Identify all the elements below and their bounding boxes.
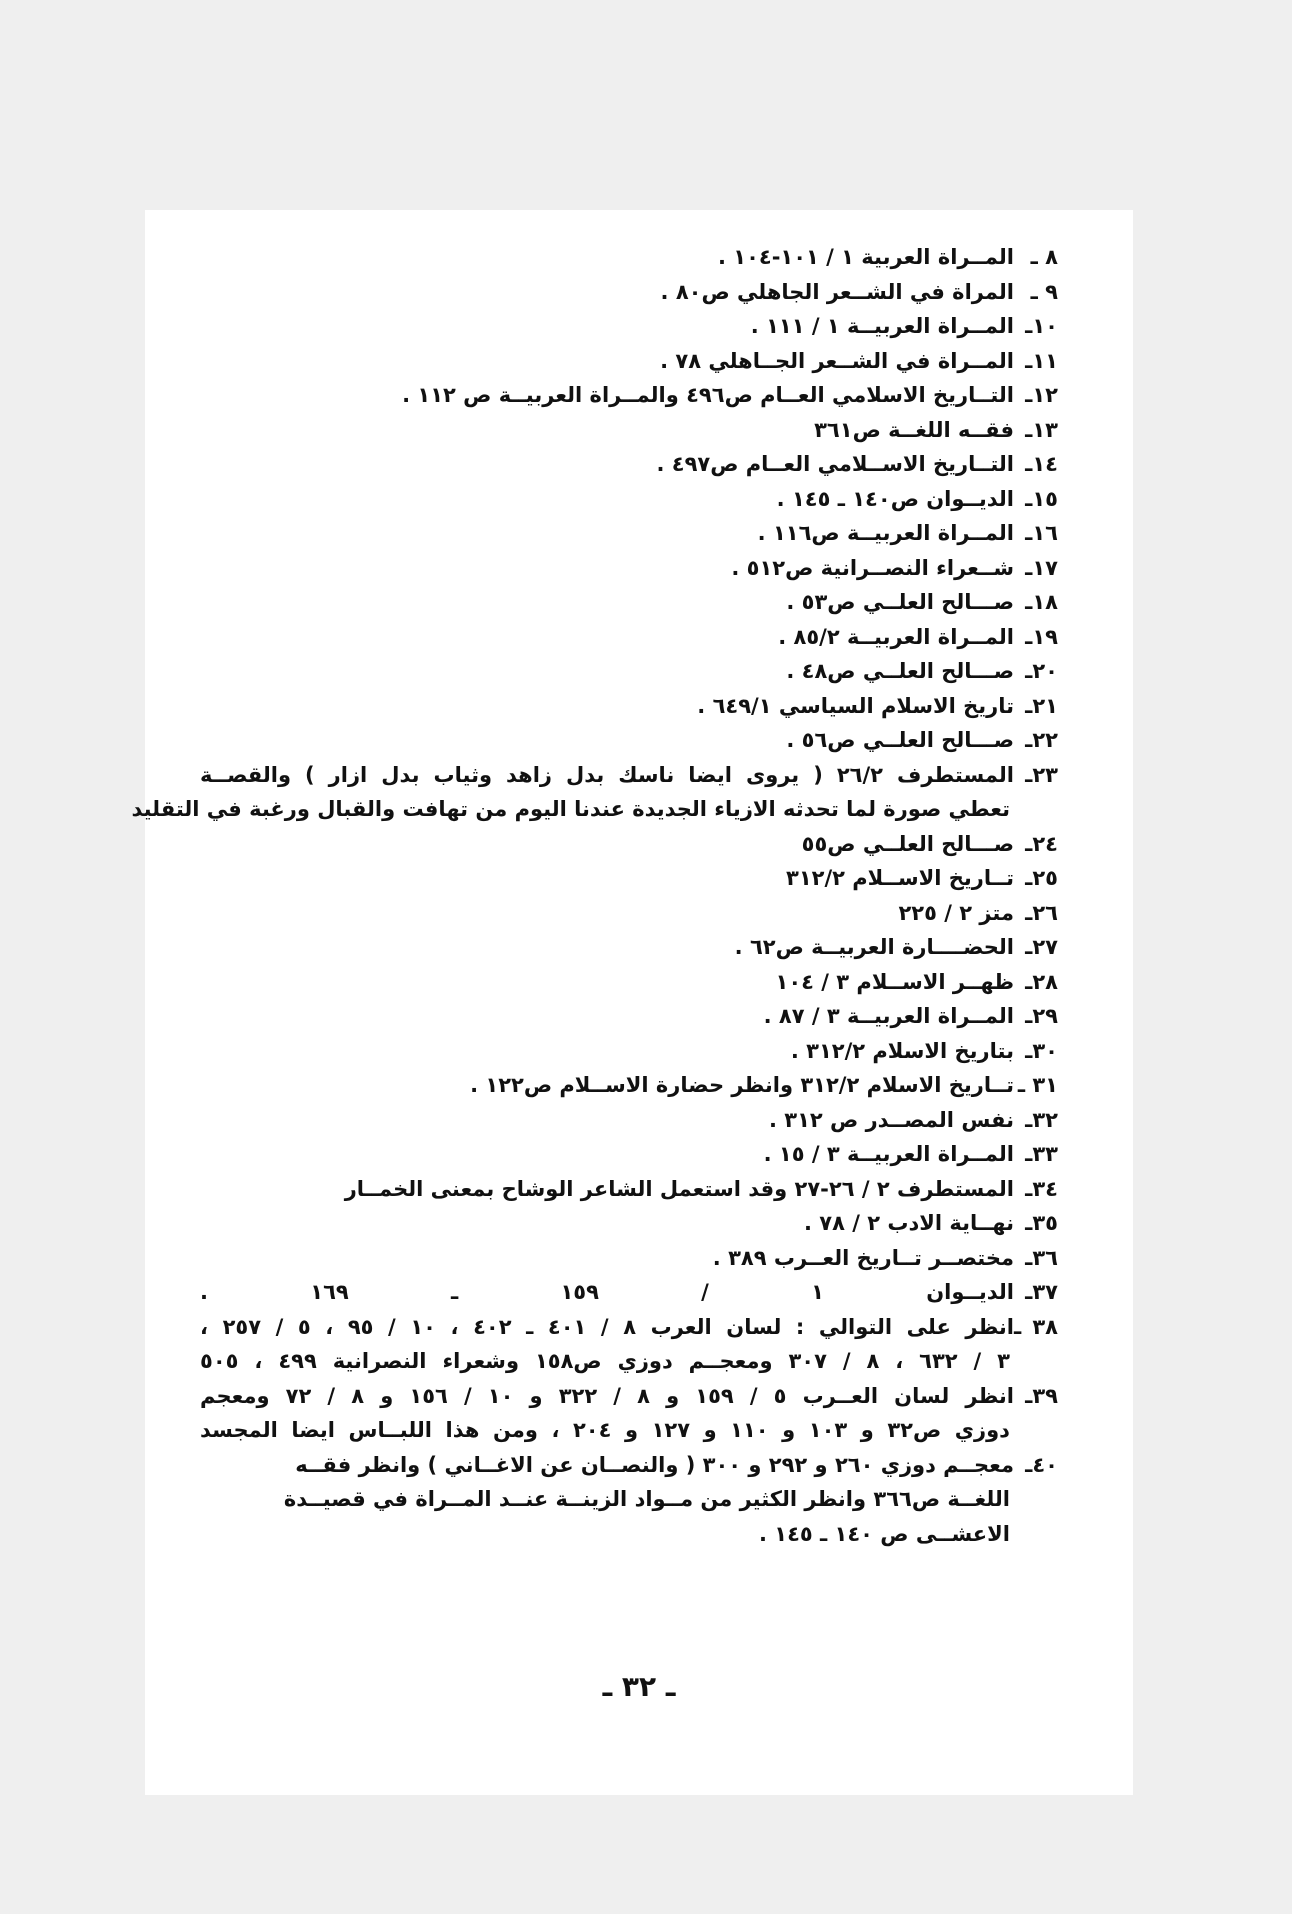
footnote-number: ٢٦ـ (1025, 900, 1058, 925)
footnote-line (200, 689, 1058, 724)
footnote-number: ٢٢ـ (1025, 728, 1058, 752)
footnote-item (200, 1448, 1058, 1552)
footnote-item (131, 758, 1058, 827)
page-number: ـ ٣٢ ـ (602, 1670, 676, 1703)
footnote-number: ١٧ـ (1025, 555, 1058, 580)
footnote-text: بتاريخ الاسلام ٣١٢/٢ . (790, 1038, 1014, 1063)
footnote-continuation-line (200, 1413, 1058, 1448)
footnote-text: المــراة العربية ١ / ١٠١-١٠٤ . (717, 245, 1014, 269)
footnote-line (200, 999, 1058, 1034)
footnote-item (200, 1172, 1058, 1207)
footnote-line (200, 965, 1058, 1000)
footnote-text: المستطرف ٢ / ٢٦-٢٧ وقد استعمل الشاعر الوشاح بمعنى الخمــار (344, 1176, 1014, 1201)
footnote-text: ظهــر الاســلام ٣ / ١٠٤ (775, 969, 1014, 994)
footnote-text: المستطرف ٢٦/٢ ( يروى ايضا ناسك بدل زاهد وثياب بدل ازار ) والقصــة (200, 762, 1014, 787)
footnote-number: ١٢ـ (1025, 383, 1058, 407)
footnote-text: المــراة العربيــة ٨٥/٢ . (778, 624, 1014, 649)
footnote-item (200, 896, 1058, 931)
footnote-line (200, 930, 1058, 965)
footnote-text: انظر لسان العــرب ٥ / ١٥٩ و ٨ / ٣٢٢ و ١٠ / ١٥٦ و ٨ / ٧٢ ومعجم (200, 1383, 1014, 1408)
footnote-line (200, 1172, 1058, 1207)
footnote-item (200, 1379, 1058, 1448)
footnote-line (200, 723, 1058, 758)
footnote-line (200, 1137, 1058, 1172)
footnote-number: ٨ ـ (1030, 245, 1058, 269)
footnote-text: الديــوان ١ / ١٥٩ ـ ١٦٩ . (200, 1280, 1014, 1304)
footnote-text: صـــالح العلــي ص٥٦ . (786, 728, 1014, 752)
footnote-continuation-line (200, 1517, 1058, 1552)
footnote-number: ١٣ـ (1025, 417, 1058, 442)
footnote-number: ١٨ـ (1025, 590, 1058, 614)
footnote-item (200, 378, 1058, 413)
footnote-item (200, 1137, 1058, 1172)
footnote-continuation-line (200, 1344, 1058, 1379)
footnote-item (200, 240, 1058, 275)
footnote-number: ١٦ـ (1025, 521, 1058, 545)
footnote-item (200, 344, 1058, 379)
footnote-item (200, 827, 1058, 862)
footnote-text: متز ٢ / ٢٢٥ (898, 900, 1014, 925)
footnote-item (200, 689, 1058, 724)
footnote-number: ٢٨ـ (1025, 969, 1058, 994)
footnote-item (200, 413, 1058, 448)
footnote-line (200, 240, 1058, 275)
footnote-line (200, 378, 1058, 413)
footnote-text: صـــالح العلــي ص٥٣ . (786, 590, 1014, 614)
footnote-text: المــراة العربيــة ص١١٦ . (757, 521, 1014, 545)
footnote-line (200, 516, 1058, 551)
footnote-text: المــراة العربيــة ٣ / ١٥ . (763, 1142, 1014, 1166)
footnote-text: التــاريخ الاســلامي العــام ص٤٩٧ . (656, 452, 1014, 476)
footnote-text: التــاريخ الاسلامي العــام ص٤٩٦ والمــراة العربيــة ص ١١٢ . (402, 383, 1014, 407)
footnote-line (200, 827, 1058, 862)
footnote-text: معجــم دوزي ٢٦٠ و ٢٩٢ و ٣٠٠ ( والنصــان عن الاغــاني ) وانظر فقــه (295, 1452, 1014, 1477)
footnote-number: ٢١ـ (1025, 693, 1058, 718)
footnote-text: المــراة في الشــعر الجــاهلي ٧٨ . (660, 348, 1014, 373)
footnote-item (200, 1241, 1058, 1276)
footnote-text: تــاريخ الاسلام ٣١٢/٢ وانظر حضارة الاســلام ص١٢٢ . (470, 1073, 1014, 1097)
footnote-number: ٢٠ـ (1025, 659, 1058, 683)
footnote-line (200, 620, 1058, 655)
footnote-line (200, 447, 1058, 482)
footnote-number: ٣٦ـ (1025, 1245, 1058, 1270)
footnote-item (200, 309, 1058, 344)
footnote-line (200, 551, 1058, 586)
footnote-item (200, 723, 1058, 758)
footnote-item (200, 1275, 1058, 1310)
footnote-item (200, 861, 1058, 896)
footnote-text: اللغــة ص٣٦٦ وانظر الكثير من مــواد الزينــة عنــد المــراة في قصيــدة (283, 1487, 1010, 1511)
footnote-number: ١١ـ (1025, 348, 1058, 373)
footnote-line (200, 482, 1058, 517)
footnote-number: ١٩ـ (1025, 624, 1058, 649)
footnote-item (200, 447, 1058, 482)
footnote-text: المــراة العربيــة ٣ / ٨٧ . (763, 1004, 1014, 1028)
footnote-number: ٣٠ـ (1025, 1038, 1058, 1063)
footnote-line (200, 1241, 1058, 1276)
footnote-number: ٢٤ـ (1025, 831, 1058, 856)
footnote-number: ٤٠ـ (1025, 1452, 1058, 1477)
footnote-item (200, 482, 1058, 517)
footnote-text: مختصــر تــاريخ العــرب ٣٨٩ . (712, 1245, 1014, 1270)
footnote-line (200, 1103, 1058, 1138)
footnote-text: صـــالح العلــي ص٥٥ (801, 831, 1014, 856)
footnote-text: دوزي ص٣٢ و ١٠٣ و ١١٠ و ١٢٧ و ٢٠٤ ، ومن هذا اللبــاس ايضا المجسد (200, 1418, 1010, 1442)
footnote-line (200, 413, 1058, 448)
footnote-line (200, 344, 1058, 379)
footnote-item (200, 965, 1058, 1000)
footnote-number: ٣٥ـ (1025, 1211, 1058, 1235)
footnote-number: ٩ ـ (1030, 279, 1058, 304)
footnote-item (200, 275, 1058, 310)
footnote-line (200, 896, 1058, 931)
footnote-item (200, 654, 1058, 689)
footnote-text: نهــاية الادب ٢ / ٧٨ . (803, 1211, 1014, 1235)
footnote-number: ١٠ـ (1025, 314, 1058, 338)
footnote-line (200, 1310, 1058, 1345)
footnote-item (200, 620, 1058, 655)
footnote-text: انظر على التوالي : لسان العرب ٨ / ٤٠١ ـ ٤٠٢ ، ١٠ / ٩٥ ، ٥ / ٢٥٧ ، (200, 1314, 1014, 1339)
footnote-text: ٣ / ٦٣٢ ، ٨ / ٣٠٧ ومعجــم دوزي ص١٥٨ وشعراء النصرانية ٤٩٩ ، ٥٠٥ (200, 1349, 1010, 1373)
footnote-line (200, 758, 1058, 793)
footnote-text: المــراة العربيــة ١ / ١١١ . (750, 314, 1014, 338)
footnote-text: صـــالح العلــي ص٤٨ . (786, 659, 1014, 683)
footnote-number: ٢٧ـ (1025, 935, 1058, 959)
footnote-line (200, 585, 1058, 620)
footnote-number: ٢٥ـ (1025, 866, 1058, 890)
footnote-text: الحضــــارة العربيــة ص٦٢ . (734, 935, 1014, 959)
footnote-item (200, 999, 1058, 1034)
footnotes-list (131, 240, 1058, 1551)
footnote-number: ٣٧ـ (1025, 1280, 1058, 1304)
footnote-number: ٢٩ـ (1025, 1004, 1058, 1028)
footnote-item (200, 930, 1058, 965)
footnote-text: نفس المصــدر ص ٣١٢ . (768, 1107, 1014, 1132)
footnote-number: ٣٩ـ (1025, 1383, 1058, 1408)
footnote-text: تــاريخ الاســلام ٣١٢/٢ (786, 866, 1014, 890)
footnote-line (200, 1448, 1058, 1483)
footnote-text: شــعراء النصــرانية ص٥١٢ . (731, 555, 1014, 580)
footnote-number: ٢٣ـ (1025, 762, 1058, 787)
footnote-number: ٣١ ـ (1017, 1073, 1058, 1097)
footnote-text: الاعشــى ص ١٤٠ ـ ١٤٥ . (758, 1521, 1010, 1546)
footnote-number: ١٤ـ (1025, 452, 1058, 476)
footnote-text: فقــه اللغــة ص٣٦١ (814, 417, 1014, 442)
footnote-line (200, 654, 1058, 689)
footnote-line (200, 861, 1058, 896)
footnote-line (200, 1206, 1058, 1241)
footnote-number: ٣٢ـ (1025, 1107, 1058, 1132)
footnote-number: ١٥ـ (1025, 486, 1058, 511)
footnote-line (200, 309, 1058, 344)
footnote-text: تعطي صورة لما تحدثه الازياء الجديدة عندنا اليوم من تهافت والقبال ورغبة في التقليد (131, 797, 1010, 821)
footnote-line (200, 1068, 1058, 1103)
footnote-item (200, 1103, 1058, 1138)
footnote-item (200, 1206, 1058, 1241)
footnote-text: تاريخ الاسلام السياسي ٦٤٩/١ . (697, 693, 1014, 718)
footnote-line (200, 1379, 1058, 1414)
footnote-item (200, 516, 1058, 551)
footnote-item (200, 1034, 1058, 1069)
footnote-line (200, 275, 1058, 310)
footnote-continuation-line (131, 792, 1058, 827)
footnote-text: الديــوان ص١٤٠ ـ ١٤٥ . (776, 486, 1014, 511)
document-page (131, 210, 1133, 1795)
footnote-item (200, 585, 1058, 620)
footnote-item (200, 1068, 1058, 1103)
footnote-line (200, 1034, 1058, 1069)
footnote-item (200, 1310, 1058, 1379)
footnote-item (200, 551, 1058, 586)
footnote-number: ٣٣ـ (1025, 1142, 1058, 1166)
footnote-continuation-line (200, 1482, 1058, 1517)
footnote-number: ٣٤ـ (1025, 1176, 1058, 1201)
footnote-line (200, 1275, 1058, 1310)
footnote-number: ٣٨ ـ (1013, 1314, 1058, 1339)
footnote-text: المراة في الشــعر الجاهلي ص٨٠ . (660, 279, 1014, 304)
